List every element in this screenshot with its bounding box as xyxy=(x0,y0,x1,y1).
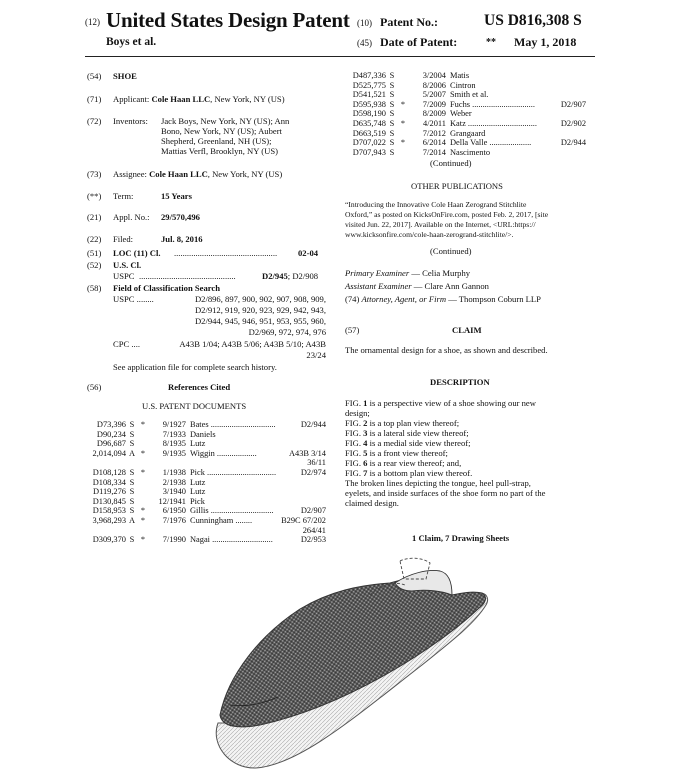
filed-code: (22) xyxy=(87,234,102,244)
reference-kind: A xyxy=(128,448,136,458)
appl-label: Appl. No.: xyxy=(113,212,150,222)
reference-row xyxy=(340,129,586,139)
reference-row xyxy=(80,430,326,440)
field-uspc-label: USPC ........ xyxy=(113,294,154,304)
field-cpc-line: 23/24 xyxy=(306,350,326,360)
reference-row xyxy=(80,526,326,536)
uspc-other-class: ; D2/908 xyxy=(287,271,319,281)
assistant-examiner xyxy=(345,281,489,291)
reference-row xyxy=(80,439,326,449)
attorney-label: Attorney, Agent, or Firm xyxy=(361,294,447,304)
reference-number: D130,845 xyxy=(92,496,126,506)
reference-date: 9/1935 xyxy=(162,448,186,458)
reference-date: 7/2012 xyxy=(422,128,446,138)
reference-class: 36/11 xyxy=(307,458,326,468)
reference-number: D663,519 xyxy=(352,128,386,138)
assistant-examiner-name: — Clare Ann Gannon xyxy=(411,281,489,291)
description-title: DESCRIPTION xyxy=(430,377,490,387)
reference-number: D541,521 xyxy=(352,90,386,100)
reference-number: D487,336 xyxy=(352,71,386,80)
us-patent-documents-list xyxy=(80,420,326,550)
reference-row xyxy=(340,109,586,119)
search-history-note: See application file for complete search history. xyxy=(113,362,277,372)
reference-kind: S xyxy=(129,487,135,497)
uscl-code: (52) xyxy=(87,260,102,270)
term-label: Term: xyxy=(113,191,134,201)
reference-date: 8/2009 xyxy=(422,109,446,119)
header-rule xyxy=(85,56,595,57)
term-value: 15 Years xyxy=(161,191,192,201)
title-code: (54) xyxy=(87,71,102,81)
reference-name: Lutz xyxy=(190,487,206,497)
reference-number: D158,953 xyxy=(92,506,126,516)
uspc-classes xyxy=(262,271,318,281)
reference-class: 264/41 xyxy=(302,525,326,535)
description-line: FIG. 6 is a rear view thereof; and, xyxy=(345,458,462,468)
reference-kind: S xyxy=(389,71,395,80)
invention-title: SHOE xyxy=(113,71,137,81)
reference-kind: S xyxy=(129,496,135,506)
reference-kind: S xyxy=(389,147,395,157)
reference-examiner-star: * xyxy=(140,535,146,545)
description-line: eyelets, and inside surfaces of the shoe form no part of the xyxy=(345,488,546,498)
field-cpc-label: CPC .... xyxy=(113,339,140,349)
uspc-main-class: D2/945 xyxy=(262,271,288,281)
reference-class: A43B 3/14 xyxy=(289,448,326,458)
publication-line: Oxford,” as posted on KicksOnFire.com, posted Feb. 2, 2017, [site xyxy=(345,210,549,219)
applicant-name: Cole Haan LLC xyxy=(151,94,211,104)
filed-date: Jul. 8, 2016 xyxy=(161,234,203,244)
reference-name: Wiggin ................... xyxy=(190,448,257,458)
reference-name: Pick xyxy=(190,496,205,506)
field-uspc-line: D2/896, 897, 900, 902, 907, 908, 909, xyxy=(194,294,326,304)
reference-row xyxy=(340,90,586,100)
applicant xyxy=(113,94,285,104)
field-uspc-line: D2/969, 972, 974, 976 xyxy=(248,327,326,337)
inventor-line: Bono, New York, NY (US); Aubert xyxy=(161,126,282,136)
description-line: FIG. 3 is a lateral side view thereof; xyxy=(345,428,469,438)
reference-kind: S xyxy=(129,439,135,449)
figure-number: 1 xyxy=(363,398,368,408)
primary-examiner-name: — Celia Murphy xyxy=(409,268,471,278)
reference-name: Gillis .............................. xyxy=(190,506,274,516)
reference-name: Smith et al. xyxy=(450,90,489,100)
reference-examiner-star: * xyxy=(140,448,146,458)
primary-examiner-label: Primary Examiner xyxy=(345,268,410,278)
claim-title: CLAIM xyxy=(452,325,482,335)
appl-number: 29/570,496 xyxy=(161,212,200,222)
first-inventors: Boys et al. xyxy=(106,36,157,48)
reference-kind: S xyxy=(389,109,395,119)
reference-number: D525,775 xyxy=(352,80,386,90)
field-uspc-line: D2/912, 919, 920, 923, 929, 942, 943, xyxy=(194,305,326,315)
reference-row xyxy=(80,516,326,526)
assignee-name: Cole Haan LLC xyxy=(149,169,208,179)
reference-name: Lutz xyxy=(190,439,206,449)
applicant-code: (71) xyxy=(87,94,102,104)
reference-kind: S xyxy=(129,468,135,477)
kind-code: (12) xyxy=(85,17,100,27)
reference-name: Della Valle .................... xyxy=(450,138,532,148)
publication-line: visited Jun. 22, 2017]. Available on the Internet, <URL:https:// xyxy=(345,220,536,229)
reference-number: D90,234 xyxy=(96,429,126,439)
reference-number: D108,334 xyxy=(92,477,126,487)
reference-kind: S xyxy=(129,420,135,429)
reference-row xyxy=(80,449,326,459)
inventors-label: Inventors: xyxy=(113,116,148,126)
reference-name: Cintron xyxy=(450,80,476,90)
inventor-line: Shepherd, Greenland, NH (US); xyxy=(161,136,272,146)
reference-date: 6/1950 xyxy=(162,506,186,516)
attorney xyxy=(345,294,541,304)
field-cpc-line: A43B 1/04; A43B 5/06; A43B 5/10; A43B xyxy=(179,339,326,349)
figure-number: 6 xyxy=(363,458,368,468)
inventor-line: Mattias Verfl, Brooklyn, NY (US) xyxy=(161,146,278,156)
primary-examiner xyxy=(345,268,470,278)
reference-name: Cunningham ........ xyxy=(190,516,253,525)
figure-number: 4 xyxy=(363,438,368,448)
reference-date: 7/1933 xyxy=(162,429,186,439)
assistant-examiner-label: Assistant Examiner xyxy=(345,281,412,291)
reference-row xyxy=(80,506,326,516)
continued-label: (Continued) xyxy=(430,158,472,168)
reference-row xyxy=(340,100,586,110)
reference-row xyxy=(340,81,586,91)
refs-code: (56) xyxy=(87,382,102,392)
reference-row xyxy=(80,487,326,497)
reference-kind: S xyxy=(389,128,395,138)
reference-kind: S xyxy=(129,477,135,487)
reference-date: 1/1938 xyxy=(162,468,186,477)
inventors-code: (72) xyxy=(87,116,102,126)
reference-examiner-star: * xyxy=(140,468,146,477)
reference-number: D595,938 xyxy=(352,99,386,109)
reference-date: 8/1935 xyxy=(162,439,186,449)
reference-date: 7/1976 xyxy=(162,516,186,525)
reference-examiner-star: * xyxy=(140,516,146,525)
reference-class: D2/974 xyxy=(300,468,326,477)
figure-number: 2 xyxy=(363,418,368,428)
date-code: (45) xyxy=(357,38,372,48)
patent-number: US D816,308 S xyxy=(484,12,582,29)
reference-kind: S xyxy=(389,90,395,100)
reference-date: 5/2007 xyxy=(422,90,446,100)
reference-class: D2/907 xyxy=(300,506,326,516)
reference-row xyxy=(80,420,326,430)
assignee xyxy=(113,169,282,179)
reference-row xyxy=(80,458,326,468)
reference-date: 9/1927 xyxy=(162,420,186,429)
loc-code: (51) xyxy=(87,248,102,258)
publication-line: “Introducing the Innovative Cole Haan Zerogrand Stitchlite xyxy=(345,200,527,209)
reference-row xyxy=(340,119,586,129)
continued-label: (Continued) xyxy=(430,246,472,256)
reference-class: D2/944 xyxy=(300,420,326,429)
reference-row xyxy=(340,148,586,158)
reference-examiner-star: * xyxy=(400,99,406,109)
attorney-code: (74) xyxy=(345,294,360,304)
reference-date: 7/2009 xyxy=(422,99,446,109)
reference-name: Fuchs .............................. xyxy=(450,99,535,109)
reference-name: Lutz xyxy=(190,477,206,487)
reference-name: Daniels xyxy=(190,429,216,439)
us-patent-documents-continued xyxy=(340,71,586,161)
reference-row xyxy=(340,71,586,81)
reference-date: 8/2006 xyxy=(422,80,446,90)
reference-row xyxy=(80,535,326,545)
reference-name: Pick ................................. xyxy=(190,468,277,477)
assignee-label: Assignee: xyxy=(113,169,147,179)
reference-number: 3,968,293 xyxy=(92,516,126,525)
figure-number: 7 xyxy=(363,468,368,478)
reference-number: D309,370 xyxy=(92,535,126,545)
reference-number: 2,014,094 xyxy=(92,448,126,458)
applicant-label: Applicant: xyxy=(113,94,150,104)
reference-date: 2/1938 xyxy=(162,477,186,487)
reference-examiner-star: * xyxy=(140,420,146,429)
description-line: FIG. 2 is a top plan view thereof; xyxy=(345,418,460,428)
description-line: design; xyxy=(345,408,370,418)
field-code: (58) xyxy=(87,283,102,293)
uspc-label: USPC xyxy=(113,271,135,281)
reference-number: D598,190 xyxy=(352,109,386,119)
reference-date: 4/2011 xyxy=(423,119,446,128)
us-patent-documents-title: U.S. PATENT DOCUMENTS xyxy=(142,401,247,411)
field-label: Field of Classification Search xyxy=(113,283,221,293)
inventor-line: Jack Boys, New York, NY (US); Ann xyxy=(161,116,290,126)
loc-dots: ................................................ xyxy=(174,248,278,258)
reference-number: D635,748 xyxy=(352,119,386,128)
uspc-dots: ............................................. xyxy=(139,271,236,281)
figure-number: 3 xyxy=(363,428,368,438)
reference-number: D96,687 xyxy=(96,439,126,449)
patent-no-code: (10) xyxy=(357,18,372,28)
reference-number: D108,128 xyxy=(92,468,126,477)
reference-examiner-star: * xyxy=(140,506,146,516)
reference-class: D2/953 xyxy=(300,535,326,545)
reference-name: Nagai ............................. xyxy=(190,535,273,545)
field-uspc-line: D2/944, 945, 946, 951, 953, 955, 960, xyxy=(194,316,326,326)
patent-date: May 1, 2018 xyxy=(514,35,577,49)
reference-kind: S xyxy=(389,119,395,128)
references-cited-title: References Cited xyxy=(168,382,231,392)
loc-label: LOC (11) Cl. xyxy=(113,248,161,258)
claim-code: (57) xyxy=(345,325,360,335)
reference-kind: S xyxy=(129,506,135,516)
date-stars: ** xyxy=(486,37,496,48)
figure-number: 5 xyxy=(363,448,368,458)
claims-summary: 1 Claim, 7 Drawing Sheets xyxy=(412,533,510,543)
description-line: FIG. 5 is a front view thereof; xyxy=(345,448,448,458)
reference-number: D707,022 xyxy=(352,138,386,148)
publication-line: www.kicksonfire.com/cole-haan-zerogrand-stitchlite/>. xyxy=(345,230,514,239)
reference-row xyxy=(340,138,586,148)
description-text xyxy=(345,398,586,508)
date-label: Date of Patent: xyxy=(380,35,458,49)
uscl-label: U.S. Cl. xyxy=(113,260,142,270)
description-line: FIG. 7 is a bottom plan view thereof. xyxy=(345,468,473,478)
other-publications xyxy=(345,200,586,240)
reference-kind: S xyxy=(389,138,395,148)
description-line: The broken lines depicting the tongue, heel pull-strap, xyxy=(345,478,531,488)
reference-row xyxy=(80,478,326,488)
reference-row xyxy=(80,497,326,507)
reference-date: 3/1940 xyxy=(162,487,186,497)
reference-date: 12/1941 xyxy=(158,496,186,506)
assignee-location: , New York, NY (US) xyxy=(207,169,283,179)
document-title: United States Design Patent xyxy=(106,8,350,32)
reference-class: D2/944 xyxy=(560,138,586,148)
description-line: FIG. 1 is a perspective view of a shoe showing our new xyxy=(345,398,536,408)
filed-label: Filed: xyxy=(113,234,134,244)
reference-name: Bates ............................... xyxy=(190,420,276,429)
reference-date: 7/2014 xyxy=(422,147,446,157)
shoe-perspective-drawing xyxy=(190,555,510,776)
reference-examiner-star: * xyxy=(400,119,406,128)
reference-date: 7/1990 xyxy=(162,535,186,545)
reference-name: Katz ................................. xyxy=(450,119,537,128)
reference-date: 3/2004 xyxy=(422,71,446,80)
other-publications-title: OTHER PUBLICATIONS xyxy=(411,181,503,191)
reference-number: D707,943 xyxy=(352,147,386,157)
term-code: (**) xyxy=(87,191,102,201)
reference-examiner-star: * xyxy=(400,138,406,148)
reference-number: D73,396 xyxy=(96,420,126,429)
reference-name: Weber xyxy=(450,109,472,119)
appl-code: (21) xyxy=(87,212,102,222)
reference-class: D2/902 xyxy=(560,119,586,128)
reference-kind: S xyxy=(389,80,395,90)
applicant-location: , New York, NY (US) xyxy=(210,94,285,104)
description-line: claimed design. xyxy=(345,498,399,508)
reference-name: Matis xyxy=(450,71,470,80)
reference-kind: S xyxy=(129,429,135,439)
reference-class: B29C 67/202 xyxy=(281,516,326,525)
reference-name: Grangaard xyxy=(450,128,486,138)
reference-number: D119,276 xyxy=(93,487,126,497)
reference-kind: S xyxy=(389,99,395,109)
patent-no-label: Patent No.: xyxy=(380,15,438,29)
reference-name: Nascimento xyxy=(450,147,491,157)
reference-kind: A xyxy=(128,516,136,525)
assignee-code: (73) xyxy=(87,169,102,179)
reference-kind: S xyxy=(129,535,135,545)
reference-date: 6/2014 xyxy=(422,138,446,148)
loc-value: 02-04 xyxy=(298,248,319,258)
attorney-name: — Thompson Coburn LLP xyxy=(446,294,541,304)
description-line: FIG. 4 is a medial side view thereof; xyxy=(345,438,471,448)
reference-row xyxy=(80,468,326,478)
reference-class: D2/907 xyxy=(560,99,586,109)
claim-text: The ornamental design for a shoe, as shown and described. xyxy=(345,345,548,355)
